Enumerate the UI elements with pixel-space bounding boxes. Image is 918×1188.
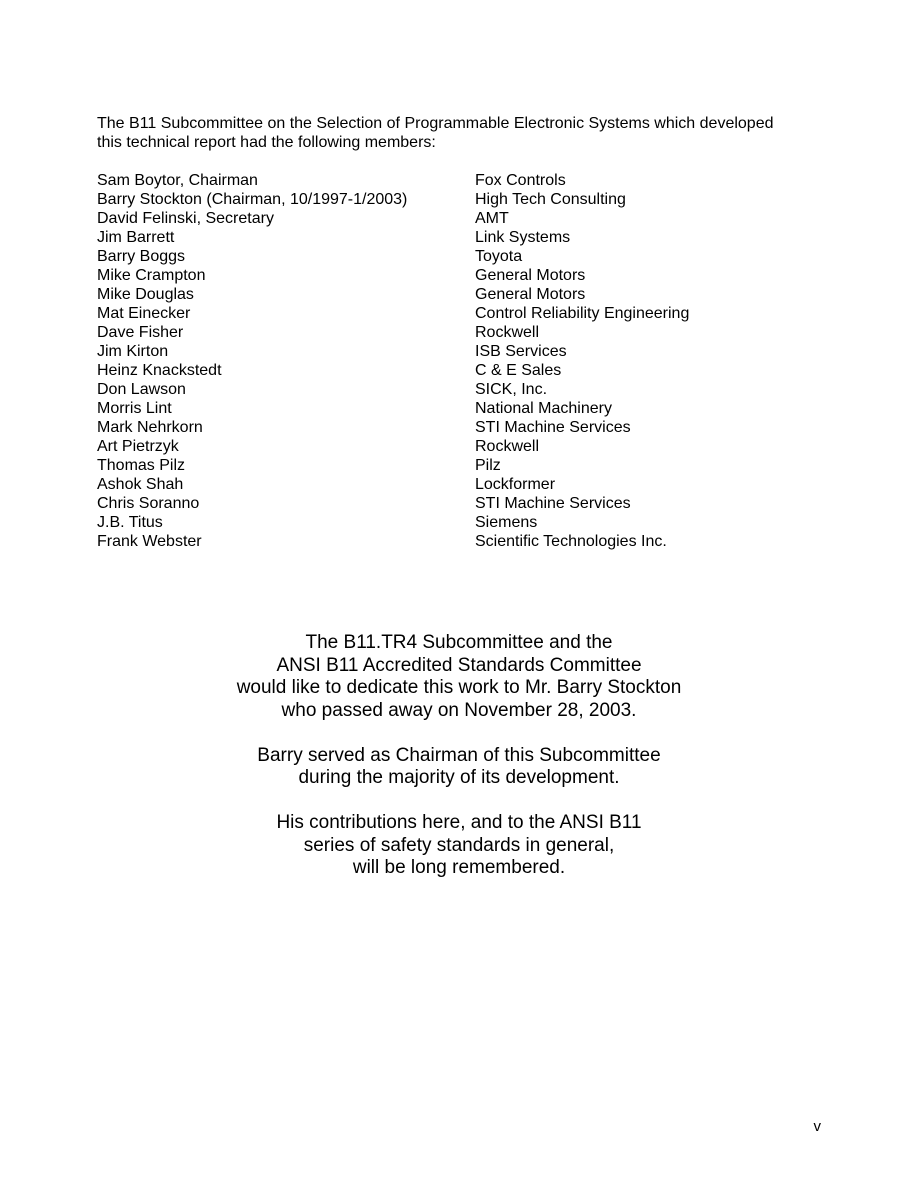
- dedication-paragraph: [0, 812, 918, 880]
- member-name: Mike Douglas: [97, 286, 194, 303]
- dedication-line: The B11.TR4 Subcommittee and the: [305, 632, 613, 653]
- member-organization: STI Machine Services: [475, 419, 631, 436]
- member-name: Dave Fisher: [97, 324, 184, 341]
- member-name: Heinz Knackstedt: [97, 362, 222, 379]
- member-name: Jim Barrett: [97, 229, 175, 246]
- dedication-block: [0, 632, 918, 902]
- member-row: [97, 304, 817, 323]
- dedication-paragraph: [0, 632, 918, 722]
- member-row: [97, 266, 817, 285]
- member-name: Ashok Shah: [97, 476, 184, 493]
- dedication-line: will be long remembered.: [352, 857, 566, 878]
- member-row: [97, 361, 817, 380]
- member-row: [97, 513, 817, 532]
- member-organization: Link Systems: [475, 229, 571, 246]
- dedication-line: series of safety standards in general,: [303, 834, 615, 856]
- dedication-line: who passed away on November 28, 2003.: [281, 699, 637, 721]
- member-row: [97, 228, 817, 247]
- member-name: J.B. Titus: [97, 514, 163, 531]
- dedication-line: ANSI B11 Accredited Standards Committee: [276, 654, 642, 676]
- member-row: [97, 209, 817, 228]
- member-row: [97, 494, 817, 513]
- member-name: Mark Nehrkorn: [97, 419, 203, 436]
- member-name: Art Pietrzyk: [97, 438, 179, 455]
- dedication-line: during the majority of its development.: [298, 767, 620, 788]
- member-organization: Fox Controls: [475, 172, 566, 189]
- member-name: Chris Soranno: [97, 495, 200, 512]
- member-organization: Pilz: [475, 457, 501, 474]
- member-name: Frank Webster: [97, 533, 202, 550]
- member-organization: Scientific Technologies Inc.: [475, 533, 667, 550]
- member-name: Mike Crampton: [97, 267, 206, 284]
- dedication-line: His contributions here, and to the ANSI B11: [276, 812, 642, 833]
- member-organization: ISB Services: [475, 343, 567, 360]
- member-name: Sam Boytor, Chairman: [97, 172, 258, 189]
- dedication-paragraph: [0, 745, 918, 790]
- intro-line-1: The B11 Subcommittee on the Selection of Programmable Electronic Systems which developed: [97, 115, 774, 132]
- member-row: [97, 475, 817, 494]
- member-organization: General Motors: [475, 267, 586, 284]
- member-name: Morris Lint: [97, 400, 172, 417]
- member-name: Barry Boggs: [97, 248, 186, 265]
- member-row: [97, 380, 817, 399]
- member-organization: National Machinery: [475, 400, 612, 417]
- member-name: Don Lawson: [97, 381, 186, 398]
- member-row: [97, 342, 817, 361]
- member-row: [97, 437, 817, 456]
- dedication-line: Barry served as Chairman of this Subcommittee: [257, 744, 661, 766]
- member-organization: STI Machine Services: [475, 495, 631, 512]
- member-name: Mat Einecker: [97, 305, 191, 322]
- member-row: [97, 285, 817, 304]
- member-name: Barry Stockton (Chairman, 10/1997-1/2003): [97, 191, 408, 208]
- intro-line-2: this technical report had the following members:: [97, 134, 436, 151]
- member-organization: General Motors: [475, 286, 586, 303]
- member-organization: Toyota: [475, 248, 523, 265]
- member-row: [97, 171, 817, 190]
- member-row: [97, 247, 817, 266]
- member-organization: AMT: [475, 210, 509, 227]
- member-name: Thomas Pilz: [97, 457, 186, 474]
- member-row: [97, 418, 817, 437]
- member-organization: Rockwell: [475, 324, 540, 341]
- member-row: [97, 456, 817, 475]
- member-organization: Siemens: [475, 514, 538, 531]
- member-name: David Felinski, Secretary: [97, 210, 274, 227]
- member-organization: High Tech Consulting: [475, 191, 626, 208]
- intro-paragraph: [97, 114, 817, 152]
- member-organization: SICK, Inc.: [475, 381, 548, 398]
- member-organization: C & E Sales: [475, 362, 562, 379]
- dedication-line: would like to dedicate this work to Mr. Barry Stockton: [236, 677, 682, 698]
- member-organization: Lockformer: [475, 476, 556, 493]
- member-list: [97, 171, 817, 551]
- member-row: [97, 190, 817, 209]
- member-organization: Control Reliability Engineering: [475, 305, 690, 322]
- member-name: Jim Kirton: [97, 343, 169, 360]
- member-row: [97, 323, 817, 342]
- member-row: [97, 399, 817, 418]
- page-number: v: [813, 1118, 821, 1135]
- member-organization: Rockwell: [475, 438, 540, 455]
- member-row: [97, 532, 817, 551]
